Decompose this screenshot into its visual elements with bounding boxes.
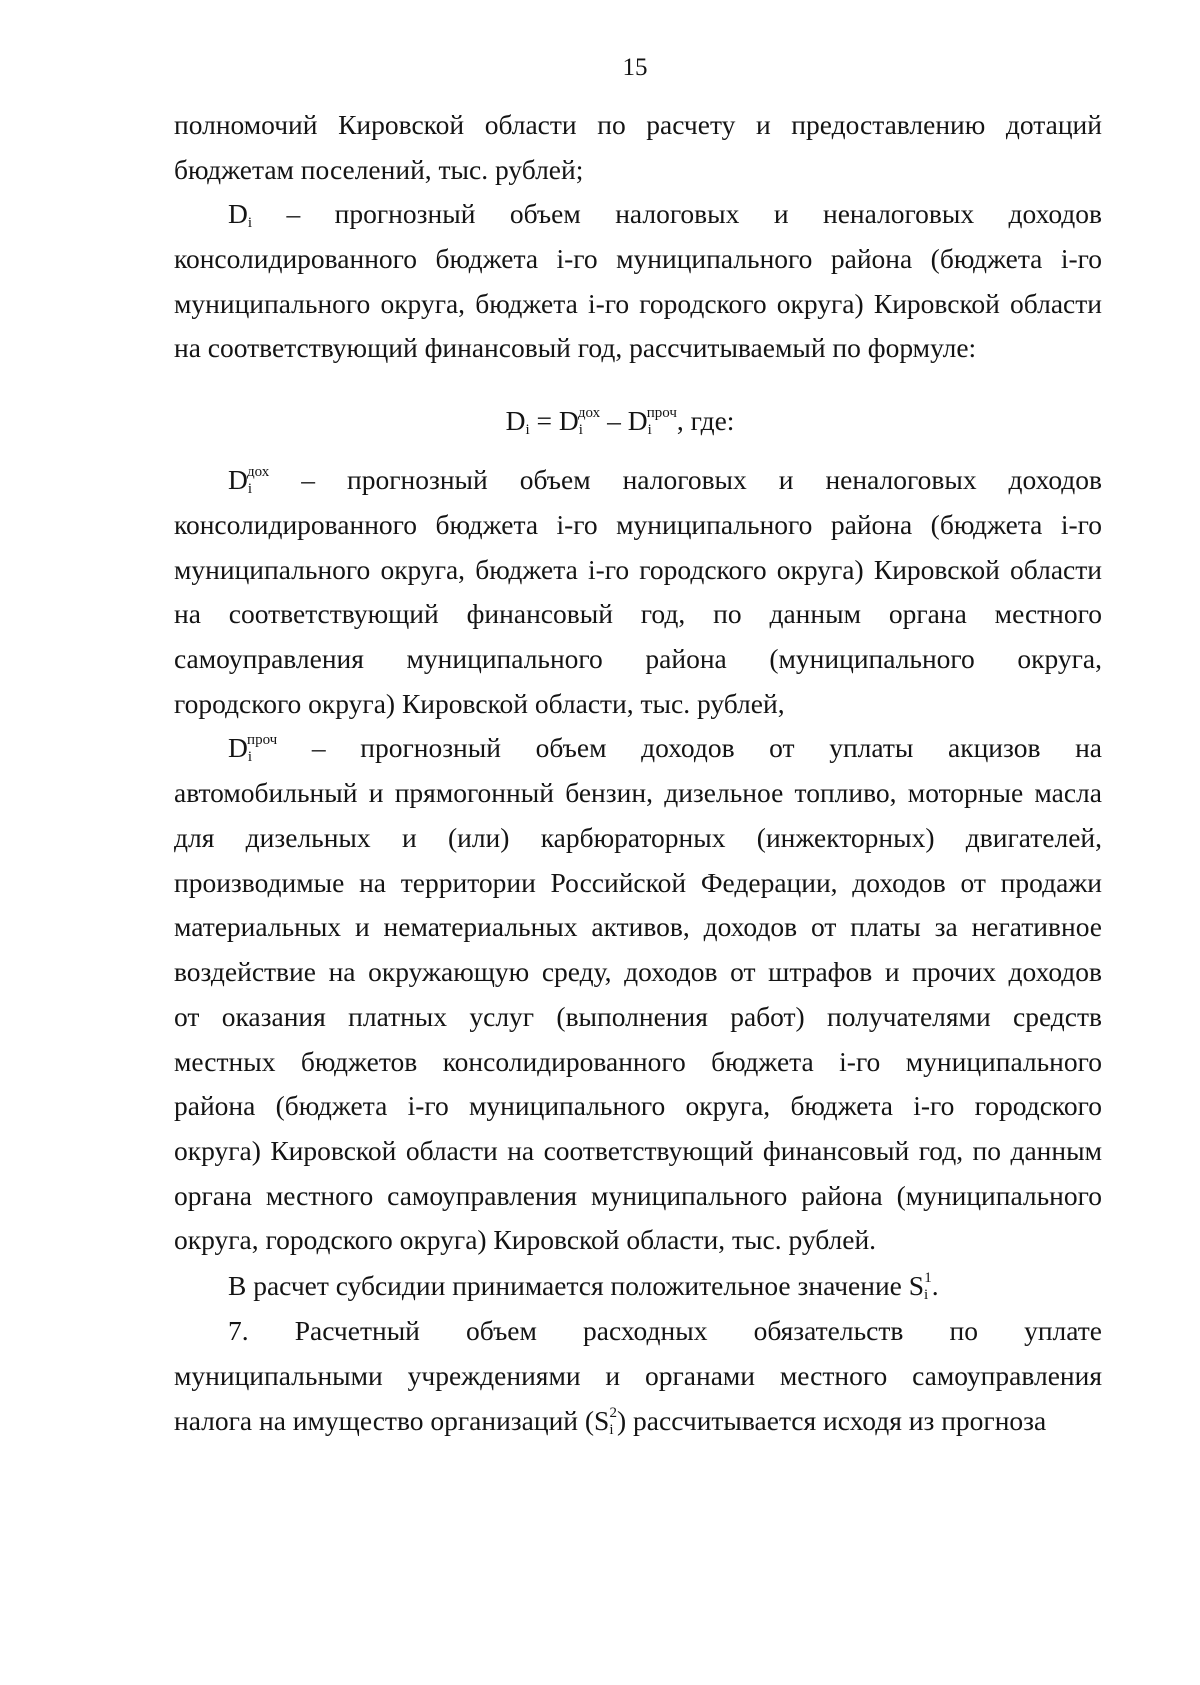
symbol-d: D [228,464,248,495]
text-line: городского округа) Кировской области, тыс. рублей, [174,688,785,719]
definition-d-dox [228,463,1102,497]
text-line: консолидированного бюджета i-го муниципального района (бюджета i-го [174,243,1102,274]
formula-equals: = [529,405,559,436]
formula-sub-i: i [578,421,583,438]
symbol-d: D [228,732,248,763]
text-line: самоуправления муниципального района (муниципального округа, [174,643,1102,674]
superscript-proch: проч [247,732,278,749]
note-text: В расчет субсидии принимается положительное значение [228,1270,909,1301]
definition-text: – прогнозный объем налоговых и неналоговых доходов [252,198,1102,229]
formula-d-proch: D [627,405,648,436]
text-line: на соответствующий финансовый год, рассчитываемый по формуле: [174,332,977,363]
text-line: на соответствующий финансовый год, по данным органа местного [174,598,1102,629]
text-line: от оказания платных услуг (выполнения работ) получателями средств [174,1001,1102,1032]
formula-minus: – [600,405,628,436]
text-line: консолидированного бюджета i-го муниципального района (бюджета i-го [174,509,1102,540]
text-line: муниципального округа, бюджета i-го городского округа) Кировской области [174,288,1102,319]
formula-script-proch [648,404,677,438]
superscript-dox: дох [247,464,270,481]
superscript-2: 2 [609,1405,618,1422]
text-line: органа местного самоуправления муниципального района (муниципального [174,1180,1102,1211]
text-line: местных бюджетов консолидированного бюджета i-го муниципального [174,1046,1102,1077]
formula-script-dox [579,404,600,438]
subscript-i: i [247,748,253,765]
text-line: для дизельных и (или) карбюраторных (инжекторных) двигателей, [174,822,1102,853]
definition-text: – прогнозный объем доходов от уплаты акцизов на [277,732,1102,763]
subscript-i: i [609,1421,614,1438]
definition-d-i [228,197,1102,231]
text-line: бюджетам поселений, тыс. рублей; [174,154,584,185]
formula-sub-i: i [525,421,530,438]
definition-text: – прогнозный объем налоговых и неналоговых доходов [269,464,1102,495]
text-line: воздействие на окружающую среду, доходов от штрафов и прочих доходов [174,956,1102,987]
text-line: муниципального округа, бюджета i-го городского округа) Кировской области [174,554,1102,585]
text-line: муниципальными учреждениями и органами местного самоуправления [174,1360,1102,1391]
formula-sub-i: i [647,421,652,438]
text-line: округа) Кировской области на соответствующий финансовый год, по данным [174,1135,1102,1166]
subscript-i: i [247,480,253,497]
text-after: ) рассчитывается исходя из прогноза [617,1405,1047,1436]
formula-where: , где: [676,405,735,436]
subscript-i: i [924,1286,929,1303]
symbol-script [924,1269,932,1303]
symbol-s: S [908,1270,925,1301]
page-number: 15 [622,54,648,81]
paragraph-7-line: 7. Расчетный объем расходных обязательств по уплате [228,1315,1102,1346]
symbol-script [248,731,277,765]
symbol-s2 [594,1404,617,1438]
text-before: налога на имущество организаций ( [174,1405,595,1436]
text-line-s2 [174,1404,1102,1438]
formula-d: D [505,405,526,436]
symbol-s: S [594,1405,610,1436]
note-period: . [931,1270,939,1301]
subsidy-note [228,1269,1102,1303]
text-line: производимые на территории Российской Федерации, доходов от продажи [174,867,1102,898]
symbol-script [248,463,269,497]
text-line: автомобильный и прямогонный бензин, дизельное топливо, моторные масла [174,777,1102,808]
formula [0,404,1200,438]
symbol-script [609,1404,617,1438]
text-line: округа, городского округа) Кировской области, тыс. рублей. [174,1224,877,1255]
text-line: района (бюджета i-го муниципального округа, бюджета i-го городского [174,1090,1102,1121]
symbol-d: D [228,198,248,229]
text-line: материальных и нематериальных активов, доходов от платы за негативное [174,911,1102,942]
definition-d-proch [228,731,1102,765]
superscript-1: 1 [924,1270,932,1287]
formula-d-dox: D [558,405,579,436]
formula-sup-proch: проч [646,405,677,422]
formula-sup-dox: дох [577,405,601,422]
text-line: полномочий Кировской области по расчету и предоставлению дотаций [174,109,1102,140]
subscript-i: i [247,214,253,231]
